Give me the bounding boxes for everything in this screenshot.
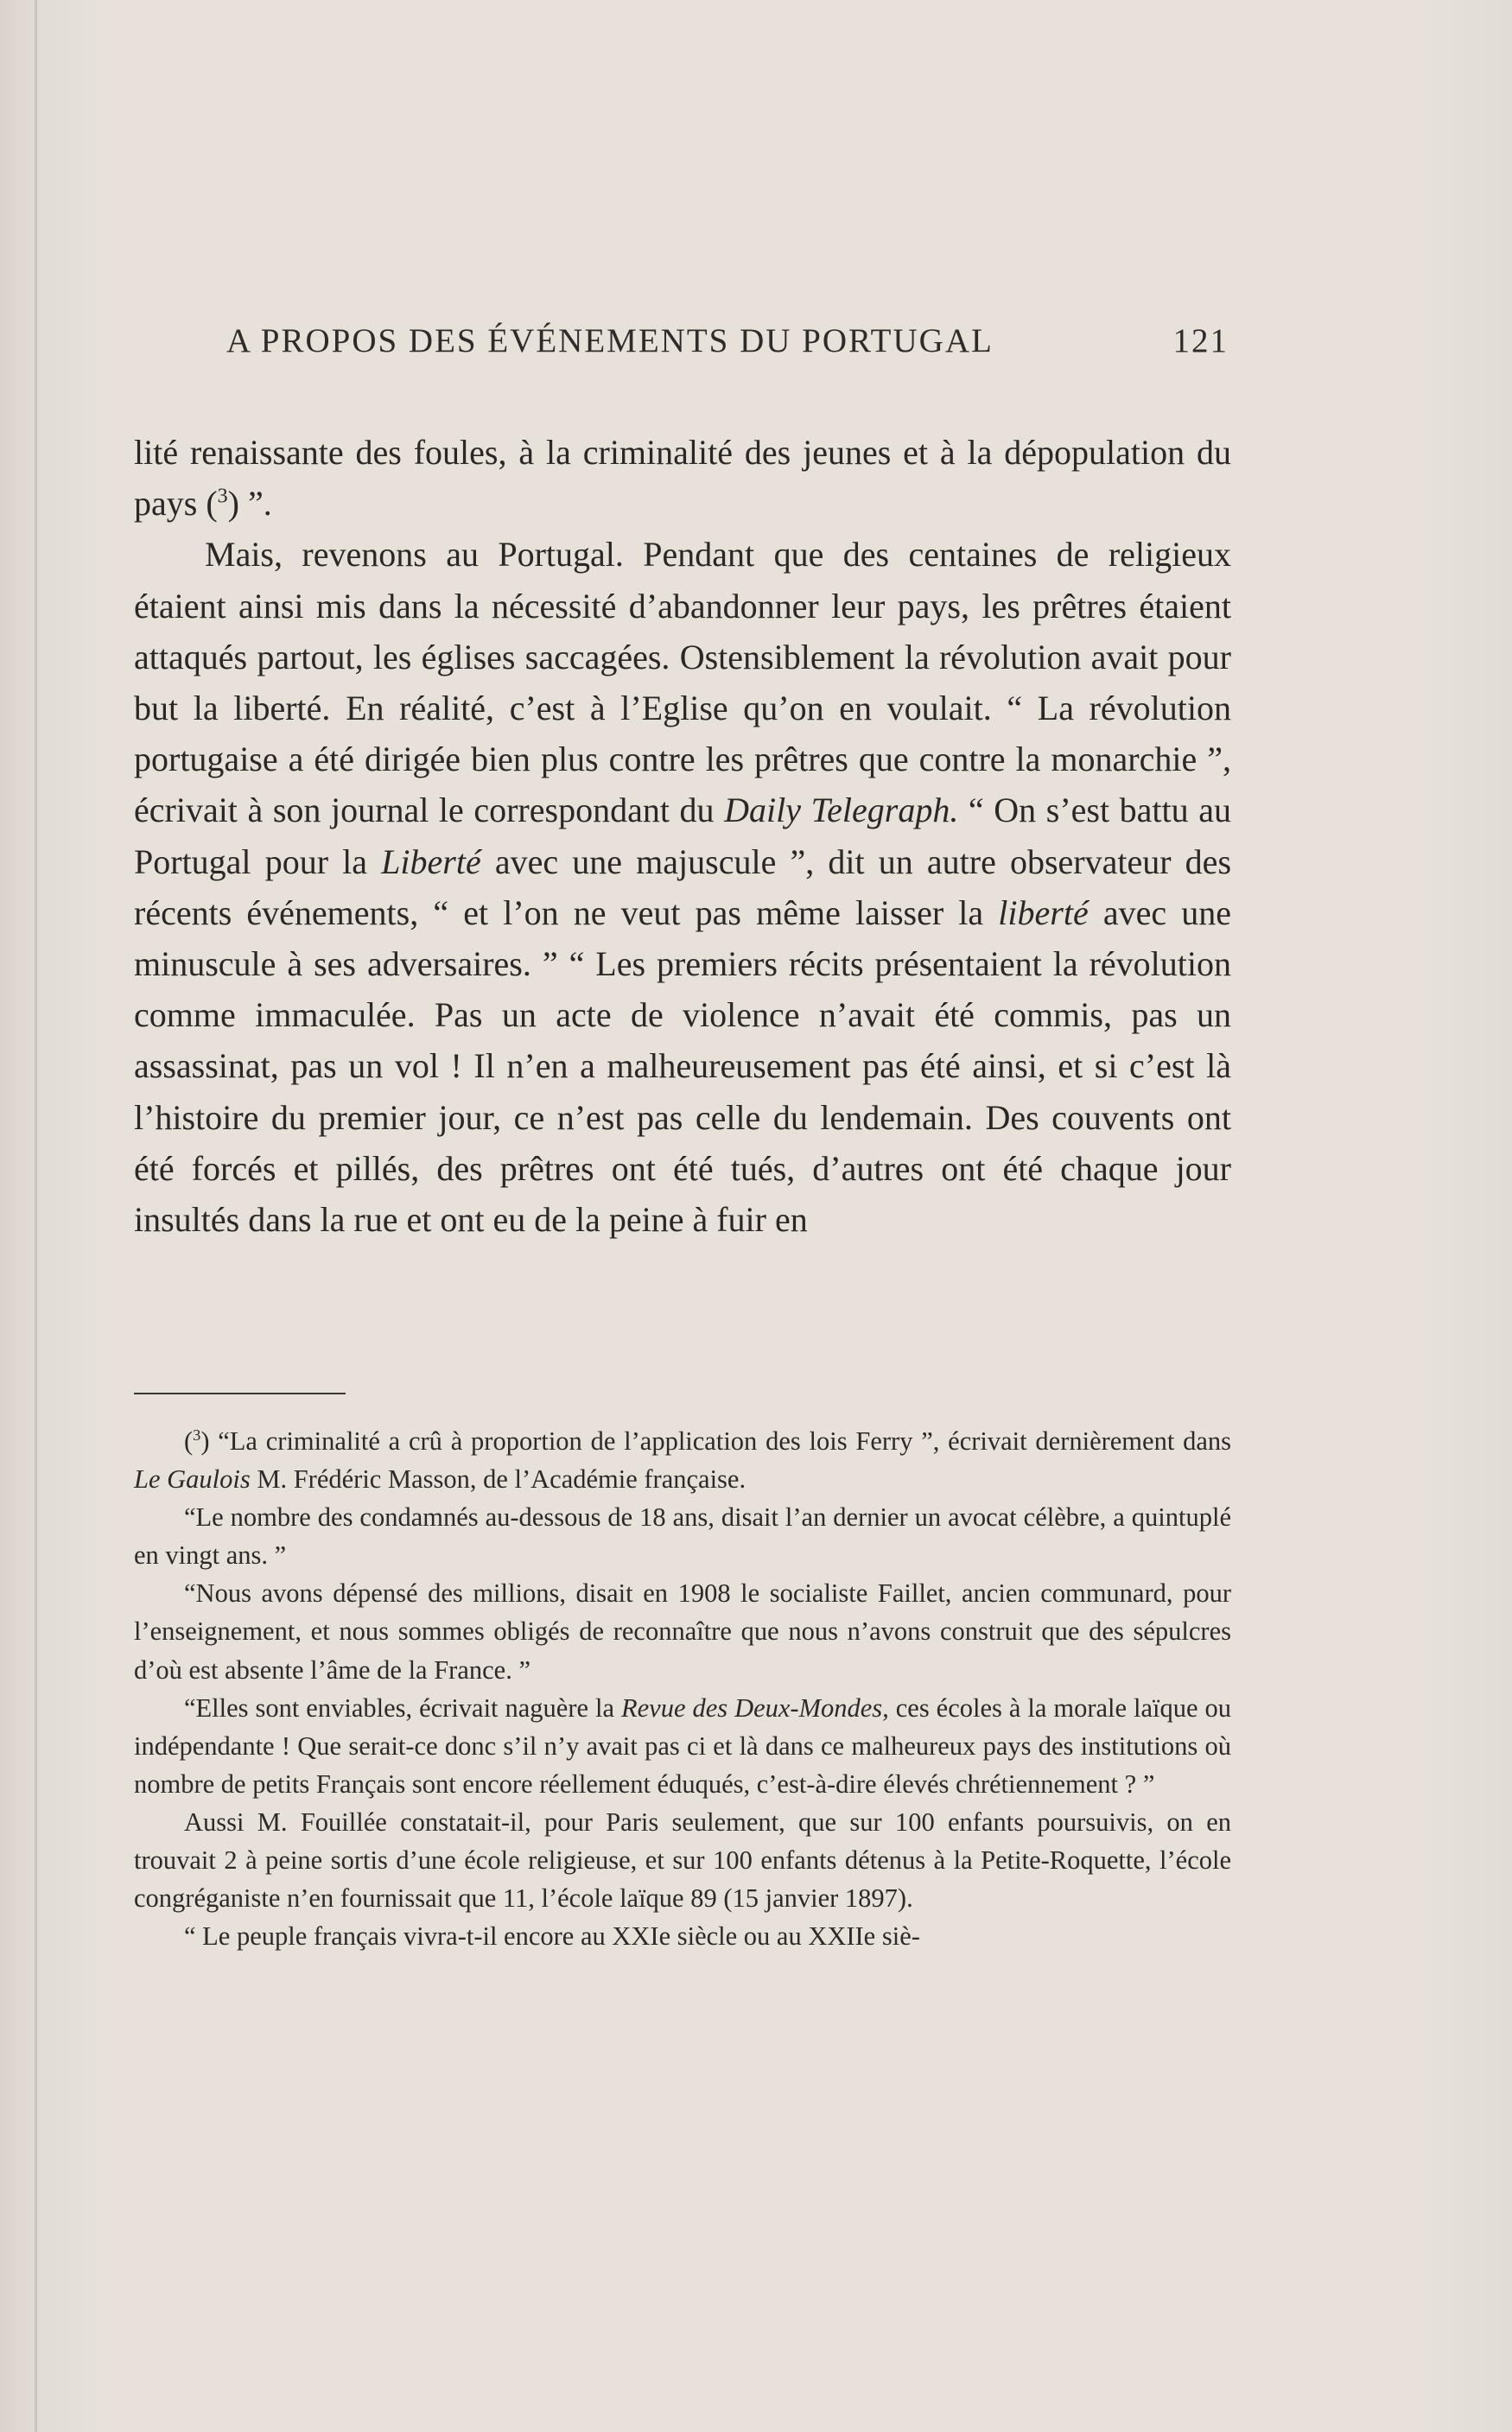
- italic-word-liberte-lower: liberté: [998, 892, 1089, 932]
- footnote-paragraph-5: Aussi M. Fouillée constatait-il, pour Paris seulement, que sur 100 enfants poursuivis, on en trouvait 2 à peine sortis d’une école religieuse, et sur 100 enfants détenus à la Petite-Roquette, l’école congréganiste n’en fournissait que 11, l’école laïque 89 (15 janvier 1897).: [134, 1807, 1231, 1914]
- footnote-marker: 3: [193, 1426, 201, 1444]
- running-head-title: A PROPOS DES ÉVÉNEMENTS DU PORTUGAL: [226, 322, 994, 359]
- italic-word-liberte: Liberté: [381, 841, 481, 881]
- main-text: [134, 427, 1231, 1245]
- running-head: [226, 321, 1229, 365]
- page-number: 121: [1172, 322, 1229, 359]
- page-gutter-shadow: [35, 0, 37, 2432]
- footnotes: [134, 1422, 1231, 1955]
- newspaper-title: Daily Telegraph.: [724, 791, 959, 830]
- footnote-paragraph-6: “ Le peuple français vivra-t-il encore au XXIe siècle ou au XXIIe siè-: [184, 1921, 920, 1952]
- footnote-paragraph-3: “Nous avons dépensé des millions, disait en 1908 le socialiste Faillet, ancien communard, pour l’enseignement, et nous sommes obligés de reconnaître que nous n’avons construit que des sépulcres d’où est absente l’âme de la France. ”: [134, 1578, 1231, 1685]
- newspaper-title: Le Gaulois: [134, 1464, 251, 1495]
- paragraph-1: lité renaissante des foules, à la criminalité des jeunes et à la dépopulation du pays ($^3$) ”.: [134, 433, 1231, 524]
- footnote-1: ($^3$) “La criminalité a crû à proportion de l’application des lois Ferry ”, écrivait dernièrement dans Le Gaulois M. Frédéric Masson, de l’Académie française.: [134, 1426, 1231, 1495]
- footnote-divider: [134, 1393, 346, 1394]
- paragraph-2: Mais, revenons au Portugal. Pendant que des centaines de religieux étaient ainsi mis dans la nécessité d’abandonner leur pays, les prêtres étaient attaqués partout, les églises saccagées. Ostensiblement la révolution avait pour but la liberté. En réalité, c’est à l’Eglise qu’on en voulait. “ La révolution portugaise a été dirigée bien plus contre les prêtres que contre la monarchie ”, écrivait à son journal le correspondant du Daily Telegraph. “ On s’est battu au Portugal pour la Liberté avec une majuscule ”, dit un autre observateur des récents événements, “ et l’on ne veut pas même laisser la liberté avec une minuscule à ses adversaires. ” “ Les premiers récits présentaient la révolution comme immaculée. Pas un acte de violence n’avait été commis, pas un assassinat, pas un vol ! Il n’en a malheureusement pas été ainsi, et si c’est là l’histoire du premier jour, ce n’est pas celle du lendemain. Des couvents ont été forcés et pillés, des prêtres ont été tués, d’autres ont été chaque jour insultés dans la rue et ont eu de la peine à fuir en: [134, 535, 1232, 1240]
- footnote-reference: 3: [217, 485, 228, 508]
- footnote-paragraph-4: “Elles sont enviables, écrivait naguère la Revue des Deux-Mondes, ces écoles à la morale laïque ou indépendante ! Que serait-ce donc s’il n’y avait pas ci et là dans ce malheureux pays des institutions où nombre de petits Français sont encore réellement éduqués, c’est-à-dire élevés chrétiennement ? ”: [134, 1692, 1231, 1799]
- footnote-paragraph-2: “Le nombre des condamnés au-dessous de 18 ans, disait l’an dernier un avocat célèbre, a quintuplé en vingt ans. ”: [134, 1502, 1231, 1571]
- journal-title: Revue des Deux-Mondes,: [620, 1692, 889, 1723]
